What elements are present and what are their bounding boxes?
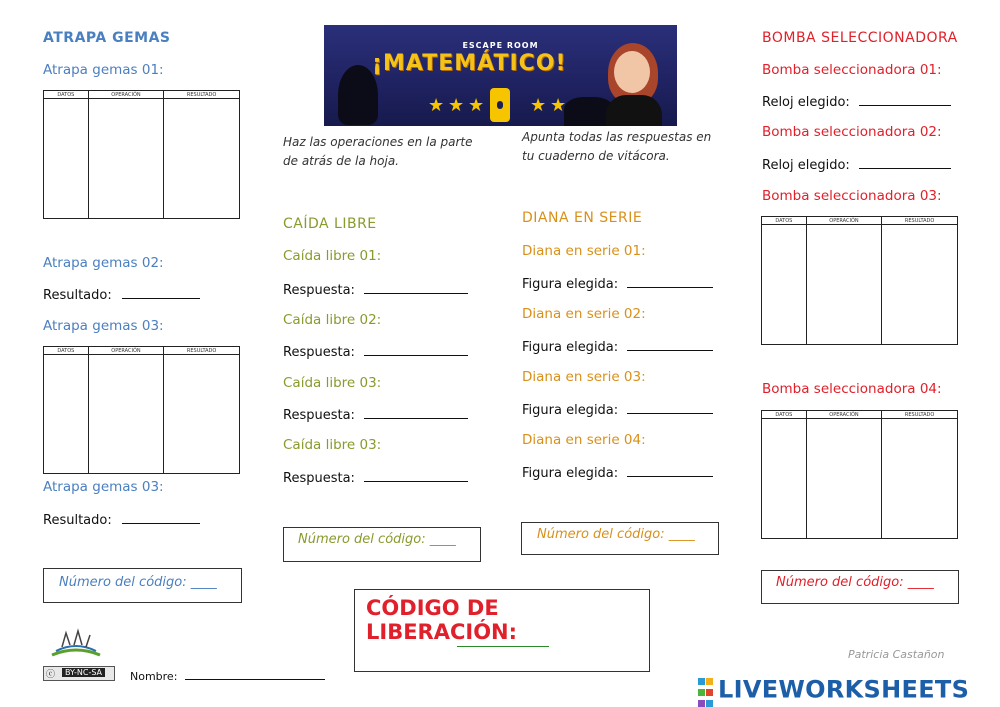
bomba-01-label: Bomba seleccionadora 01: (762, 62, 942, 78)
caida-libre-03-answer (283, 406, 468, 423)
col-operacion: OPERACIÓN (88, 347, 164, 355)
diana-01-figure (522, 275, 713, 292)
answer-input[interactable] (364, 281, 468, 294)
atrapa-gemas-04-label: Atrapa gemas 03: (43, 479, 164, 495)
bomba-02-label: Bomba seleccionadora 02: (762, 124, 942, 140)
answer-label: Respuesta: (283, 283, 355, 298)
cell-resultado[interactable] (164, 99, 240, 219)
col-datos: DATOS (44, 347, 89, 355)
star-icon: ★ (448, 95, 465, 116)
cc-icon: ⓒ (46, 670, 56, 680)
diana-03-label: Diana en serie 03: (522, 369, 646, 385)
figure-input[interactable] (627, 464, 713, 477)
diana-02-label: Diana en serie 02: (522, 306, 646, 322)
atrapa-gemas-03-label: Atrapa gemas 03: (43, 318, 164, 334)
cell-datos[interactable] (44, 355, 89, 474)
cell-datos[interactable] (762, 419, 807, 539)
liveworksheets-icon (698, 674, 716, 707)
star-icon: ★ (468, 95, 485, 116)
figure-input[interactable] (627, 275, 713, 288)
atrapa-gemas-04-result (43, 511, 200, 528)
atrapa-gemas-02-label: Atrapa gemas 02: (43, 255, 164, 271)
answer-label: Respuesta: (283, 471, 355, 486)
caida-libre-01-label: Caída libre 01: (283, 248, 382, 264)
col-resultado: RESULTADO (882, 411, 958, 419)
avatar-body (606, 95, 662, 126)
instruction-right: Apunta todas las respuestas en tu cuaderno de vitácora. (522, 130, 712, 163)
cell-operacion[interactable] (88, 355, 164, 474)
diana-en-serie-title: DIANA EN SERIE (522, 210, 643, 226)
caida-code-box[interactable] (283, 527, 481, 562)
bomba-04-table (761, 410, 958, 539)
cc-license-badge (43, 666, 115, 681)
col-datos: DATOS (762, 411, 807, 419)
star-icon: ★ (428, 95, 445, 116)
author-signature: Patricia Castañon (848, 648, 945, 661)
caida-libre-04-answer (283, 469, 468, 486)
bomba-code-box[interactable] (761, 570, 959, 604)
col-resultado: RESULTADO (164, 347, 240, 355)
figure-label: Figura elegida: (522, 340, 619, 355)
name-input[interactable] (185, 669, 325, 680)
avatar-face (614, 51, 650, 93)
figure-input[interactable] (627, 401, 713, 414)
liveworksheets-logo (698, 674, 969, 707)
result-label: Resultado: (43, 288, 112, 303)
bomba-02-clock (762, 156, 951, 173)
release-code-input[interactable] (457, 634, 549, 647)
col-operacion: OPERACIÓN (806, 411, 882, 419)
star-icon: ★ (550, 95, 567, 116)
caida-libre-01-answer (283, 281, 468, 298)
code-label: Número del código: ____ (537, 527, 695, 542)
code-label: Número del código: ____ (776, 575, 934, 590)
atrapa-code-box[interactable] (43, 568, 242, 603)
clock-input[interactable] (859, 156, 951, 169)
cell-operacion[interactable] (806, 419, 882, 539)
bomba-title: BOMBA SELECCIONADORA (762, 30, 958, 46)
bomba-04-label: Bomba seleccionadora 04: (762, 381, 942, 397)
atrapa-gemas-03-table (43, 346, 240, 474)
banner-big-title: ¡MATEMÁTICO! (372, 51, 567, 76)
answer-label: Respuesta: (283, 345, 355, 360)
col-operacion: OPERACIÓN (88, 91, 164, 99)
figure-label: Figura elegida: (522, 466, 619, 481)
result-input[interactable] (122, 286, 200, 299)
col-operacion: OPERACIÓN (806, 217, 882, 225)
code-label: Número del código: ____ (298, 532, 456, 547)
clock-label: Reloj elegido: (762, 158, 850, 173)
cell-datos[interactable] (762, 225, 807, 345)
diana-01-label: Diana en serie 01: (522, 243, 646, 259)
atrapa-gemas-02-result (43, 286, 200, 303)
lock-icon (490, 88, 510, 122)
figure-label: Figura elegida: (522, 277, 619, 292)
liveworksheets-text: LIVEWORKSHEETS (718, 675, 970, 704)
caida-libre-03-label: Caída libre 03: (283, 375, 382, 391)
bomba-01-clock (762, 93, 951, 110)
col-datos: DATOS (762, 217, 807, 225)
cell-resultado[interactable] (882, 419, 958, 539)
atrapa-gemas-01-label: Atrapa gemas 01: (43, 62, 164, 78)
code-label: Número del código: ____ (59, 575, 217, 590)
answer-input[interactable] (364, 469, 468, 482)
bomba-03-table (761, 216, 958, 345)
atrapa-gemas-01-table (43, 90, 240, 219)
caida-libre-title: CAÍDA LIBRE (283, 216, 377, 232)
release-code-box (354, 589, 650, 672)
cell-datos[interactable] (44, 99, 89, 219)
bomba-03-label: Bomba seleccionadora 03: (762, 188, 942, 204)
escape-room-banner (324, 25, 677, 126)
answer-input[interactable] (364, 343, 468, 356)
cell-resultado[interactable] (164, 355, 240, 474)
result-label: Resultado: (43, 513, 112, 528)
caida-libre-02-label: Caída libre 02: (283, 312, 382, 328)
answer-label: Respuesta: (283, 408, 355, 423)
diana-code-box[interactable] (521, 522, 719, 555)
cell-operacion[interactable] (806, 225, 882, 345)
diana-03-figure (522, 401, 713, 418)
caida-libre-04-label: Caída libre 03: (283, 437, 382, 453)
license-text: BY-NC-SA (62, 668, 105, 677)
diana-04-figure (522, 464, 713, 481)
cell-operacion[interactable] (88, 99, 164, 219)
banner-small-title: ESCAPE ROOM (462, 41, 539, 50)
col-resultado: RESULTADO (164, 91, 240, 99)
figure-label: Figura elegida: (522, 403, 619, 418)
col-resultado: RESULTADO (882, 217, 958, 225)
cell-resultado[interactable] (882, 225, 958, 345)
release-code-title: CÓDIGO DE LIBERACIÓN: (366, 596, 518, 644)
col-datos: DATOS (44, 91, 89, 99)
diana-04-label: Diana en serie 04: (522, 432, 646, 448)
book-logo-icon (48, 627, 104, 661)
instruction-left: Haz las operaciones en la parte de atrás de la hoja. (283, 135, 473, 168)
clock-label: Reloj elegido: (762, 95, 850, 110)
name-field (130, 669, 325, 683)
name-label: Nombre: (130, 670, 178, 683)
atrapa-gemas-title: ATRAPA GEMAS (43, 30, 171, 46)
result-input[interactable] (122, 511, 200, 524)
diana-02-figure (522, 338, 713, 355)
star-icon: ★ (530, 95, 547, 116)
figure-input[interactable] (627, 338, 713, 351)
caida-libre-02-answer (283, 343, 468, 360)
clock-input[interactable] (859, 93, 951, 106)
answer-input[interactable] (364, 406, 468, 419)
